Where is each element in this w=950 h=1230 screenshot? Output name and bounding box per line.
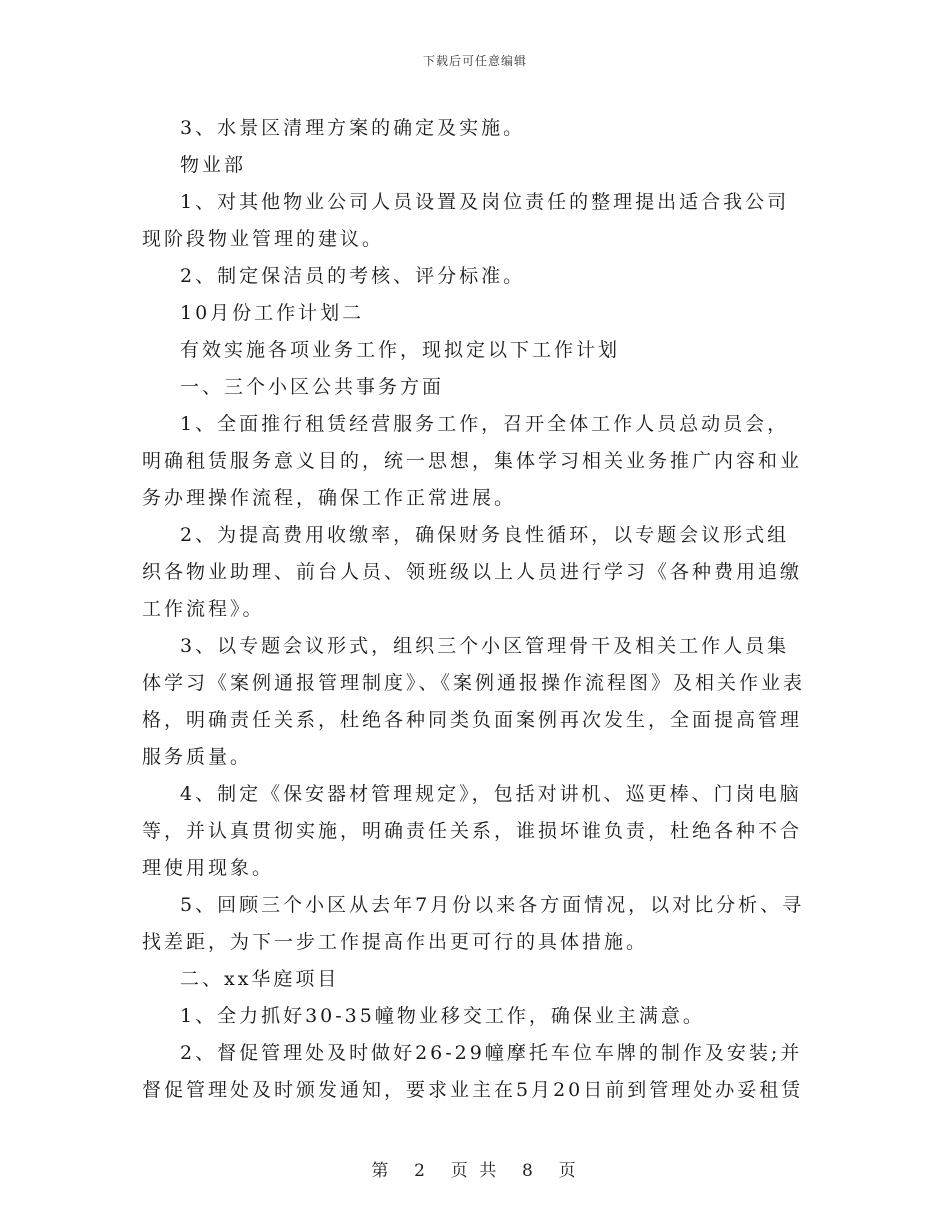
header-note: 下载后可任意编辑 (422, 54, 527, 68)
paragraph: 一、三个小区公共事务方面 (180, 376, 445, 398)
paragraph: 二、xx华庭项目 (180, 968, 340, 990)
paragraph: 3、以专题会议形式，组织三个小区管理骨干及相关工作人员集体学习《案例通报管理制度》、《案例通报操作流程图》及相关作业表格，明确责任关系，杜绝各种同类负面案例再次发生，全面提高管理服务质量。 (142, 635, 806, 768)
footer-prefix: 第 (371, 1161, 392, 1181)
paragraph: 1、全力抓好30-35幢物业移交工作，确保业主满意。 (180, 1005, 705, 1027)
paragraph: 1、对其他物业公司人员设置及岗位责任的整理提出适合我公司现阶段物业管理的建议。 (142, 191, 790, 250)
footer-middle: 页 共 (450, 1161, 500, 1181)
total-pages-number: 8 (522, 1161, 536, 1181)
paragraph: 10月份工作计划二 (180, 302, 365, 324)
paragraph: 1、全面推行租赁经营服务工作，召开全体工作人员总动员会，明确租赁服务意义目的，统一思想，集体学习相关业务推广内容和业务办理操作流程，确保工作正常进展。 (142, 413, 803, 509)
document-body (142, 110, 808, 1109)
paragraph: 5、回顾三个小区从去年7月份以来各方面情况，以对比分析、寻找差距，为下一步工作提高作出更可行的具体措施。 (142, 894, 805, 953)
paragraph: 3、水景区清理方案的确定及实施。 (180, 117, 526, 139)
paragraph: 2、制定保洁员的考核、评分标准。 (180, 265, 526, 287)
paragraph: 4、制定《保安器材管理规定》，包括对讲机、巡更棒、门岗电脑等，并认真贯彻实施，明确责任关系，谁损坏谁负责，杜绝各种不合理使用现象。 (142, 783, 803, 879)
paragraph: 有效实施各项业务工作，现拟定以下工作计划 (180, 339, 621, 361)
page-footer (0, 1156, 950, 1181)
current-page-number: 2 (414, 1161, 428, 1181)
paragraph: 2、督促管理处及时做好26-29幢摩托车位车牌的制作及安装;并督促管理处及时颁发通知，要求业主在5月20日前到管理处办妥租赁 (142, 1042, 804, 1101)
paragraph: 2、为提高费用收缴率，确保财务良性循环，以专题会议形式组织各物业助理、前台人员、领班级以上人员进行学习《各种费用追缴工作流程》。 (142, 524, 803, 620)
paragraph: 物业部 (180, 154, 247, 176)
footer-suffix: 页 (558, 1161, 579, 1181)
